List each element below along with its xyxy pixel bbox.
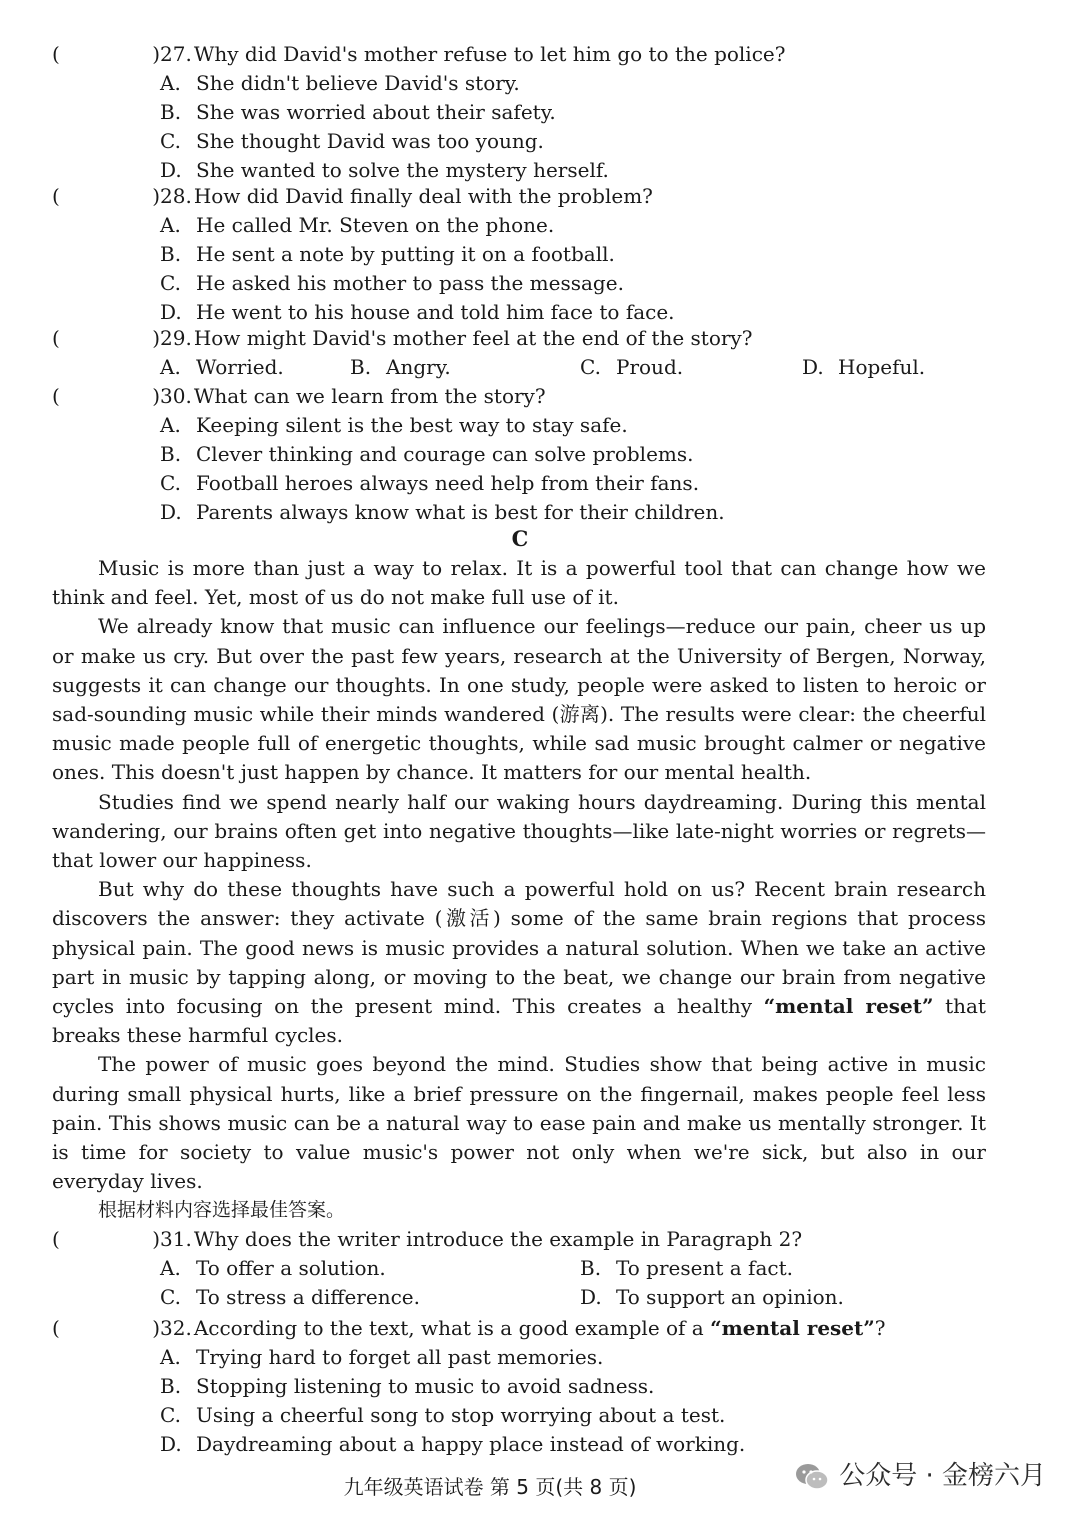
instruction: 根据材料内容选择最佳答案。 <box>98 1199 346 1221</box>
answer-blank[interactable]: ( ) <box>52 1316 160 1340</box>
section-heading: C <box>511 526 529 551</box>
option-d: D. Parents always know what is best for their children. <box>160 500 725 524</box>
question-number: 32. <box>160 1316 192 1340</box>
paragraph-3: Studies find we spend nearly half our waking hours daydreaming. During this mental wandering, our brains often get into negative thoughts—like late-night worries or regrets—that lower our happiness. <box>52 789 986 873</box>
question-29 <box>52 324 1012 382</box>
answer-blank[interactable]: ( ) <box>52 1227 160 1251</box>
option-d: D. He went to his house and told him face to face. <box>160 300 675 324</box>
option-a: A. Keeping silent is the best way to stay safe. <box>160 413 628 437</box>
answer-blank[interactable]: ( ) <box>52 384 160 408</box>
option-a: A. Worried. <box>160 355 284 379</box>
option-a: A. She didn't believe David's story. <box>160 71 520 95</box>
option-c: C. He asked his mother to pass the message. <box>160 271 624 295</box>
option-d: D. Daydreaming about a happy place instead of working. <box>160 1432 746 1456</box>
option-a: A. Trying hard to forget all past memories. <box>160 1345 604 1369</box>
option-b: B. He sent a note by putting it on a football. <box>160 242 615 266</box>
option-b: B. She was worried about their safety. <box>160 100 556 124</box>
option-c: C. She thought David was too young. <box>160 129 544 153</box>
paragraph-1: Music is more than just a way to relax. It is a powerful tool that can change how we think and feel. Yet, most of us do not make full use of it. <box>52 556 986 610</box>
question-stem: How might David's mother feel at the end of the story? <box>193 326 753 350</box>
answer-blank[interactable]: ( ) <box>52 42 160 66</box>
option-c: C. Football heroes always need help from their fans. <box>160 471 700 495</box>
option-b: B. To present a fact. <box>580 1256 793 1280</box>
question-stem: Why does the writer introduce the example in Paragraph 2? <box>193 1227 803 1251</box>
wechat-icon <box>795 1463 829 1491</box>
question-stem: What can we learn from the story? <box>193 384 546 408</box>
question-stem: How did David finally deal with the problem? <box>193 184 653 208</box>
question-number: 29. <box>160 326 192 350</box>
answer-blank[interactable]: ( ) <box>52 184 160 208</box>
option-a: A. To offer a solution. <box>160 1256 386 1280</box>
option-d: D. Hopeful. <box>802 355 926 379</box>
option-c: C. Using a cheerful song to stop worrying about a test. <box>160 1403 726 1427</box>
option-a: A. He called Mr. Steven on the phone. <box>160 213 555 237</box>
question-28 <box>52 182 1012 327</box>
question-number: 27. <box>160 42 192 66</box>
paragraph-2: We already know that music can influence our feelings—reduce our pain, cheer us up or make us cry. But over the past few years, research at the University of Bergen, Norway, suggests it can change our thoughts. In one study, people were asked to listen to heroic or sad-sounding music while their minds wandered (游离). The results were clear: the cheerful music made people full of energetic thoughts, while sad music brought calmer or negative ones. This doesn't just happen by chance. It matters for our mental health. <box>52 614 986 785</box>
option-b: B. Stopping listening to music to avoid sadness. <box>160 1374 655 1398</box>
question-30 <box>52 382 1012 527</box>
option-d: D. She wanted to solve the mystery herself. <box>160 158 609 182</box>
question-number: 30. <box>160 384 192 408</box>
paragraph-5: The power of music goes beyond the mind. Studies show that being active in music during small physical hurts, like a brief pressure on the fingernail, makes people feel less pain. This shows music can be a natural way to ease pain and make us mentally stronger. It is time for society to value music's power not only when we're sick, but also in our everyday lives. <box>52 1052 986 1194</box>
option-c: C. To stress a difference. <box>160 1285 420 1309</box>
page-footer: 九年级英语试卷 第 5 页(共 8 页) <box>343 1475 637 1499</box>
option-c: C. Proud. <box>580 355 684 379</box>
option-b: B. Clever thinking and courage can solve problems. <box>160 442 694 466</box>
question-stem: According to the text, what is a good example of a “mental reset”? <box>193 1316 886 1340</box>
option-d: D. To support an opinion. <box>580 1285 844 1309</box>
question-27 <box>52 40 1012 185</box>
watermark-text: 公众号 · 金榜六月 <box>839 1461 1046 1491</box>
option-b: B. Angry. <box>350 355 451 379</box>
paragraph-4: But why do these thoughts have such a powerful hold on us? Recent brain research discovers the answer: they activate (激活) some of the same brain regions that process physical pain. The good news is music provides a natural solution. When we take an active part in music by tapping along, or moving to the beat, we change our brain from negative cycles into focusing on the present mind. This creates a healthy “mental reset” that breaks these harmful cycles. <box>52 877 986 1048</box>
answer-blank[interactable]: ( ) <box>52 326 160 350</box>
reading-passage <box>52 554 986 1196</box>
watermark <box>795 1462 1046 1491</box>
question-stem: Why did David's mother refuse to let him go to the police? <box>193 42 786 66</box>
question-number: 31. <box>160 1227 192 1251</box>
question-31 <box>52 1225 1012 1312</box>
question-number: 28. <box>160 184 192 208</box>
question-32 <box>52 1314 1012 1459</box>
